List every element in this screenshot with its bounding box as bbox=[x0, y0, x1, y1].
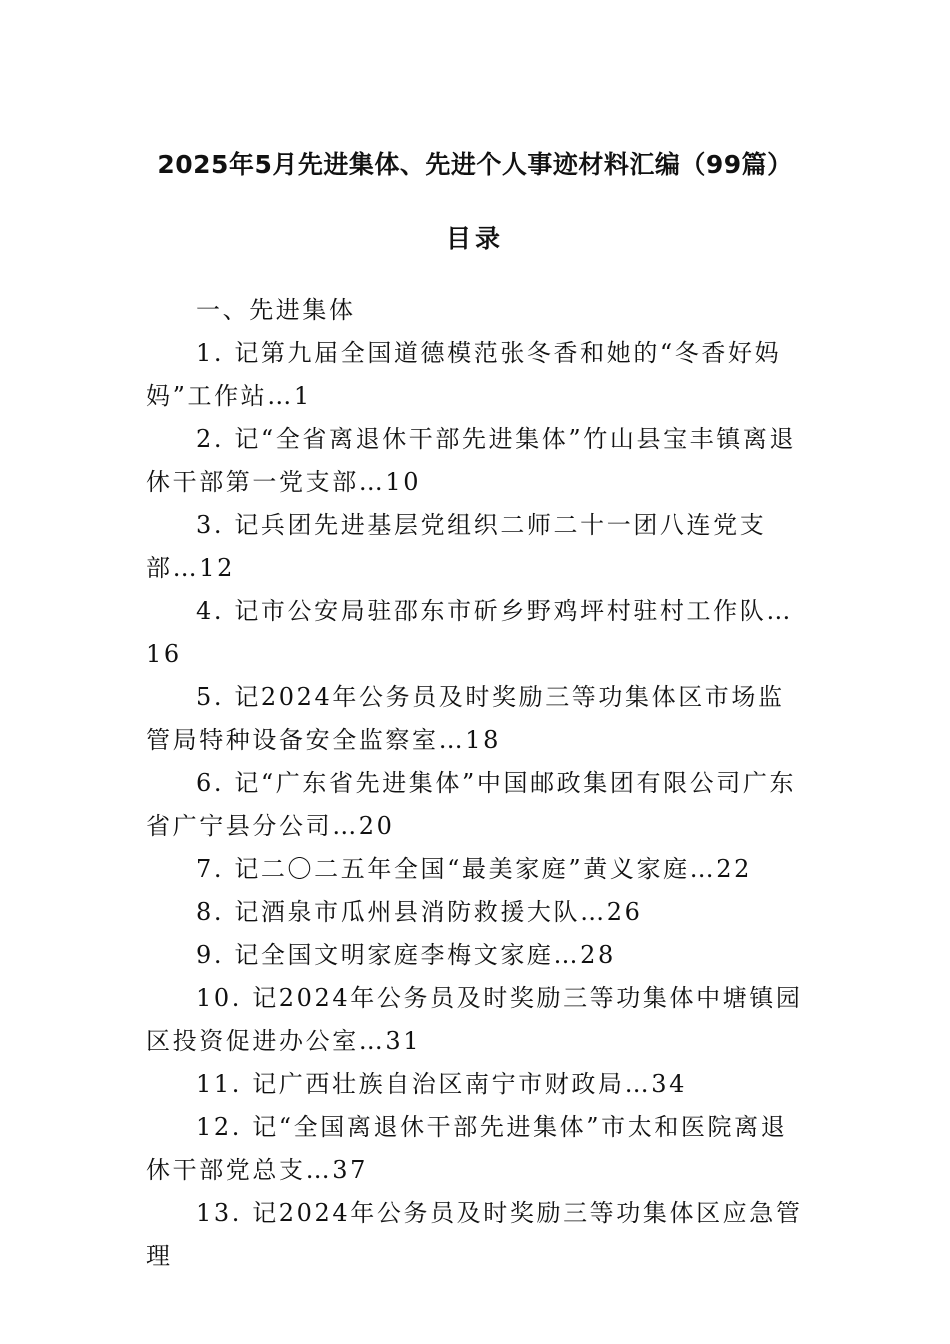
toc-section-heading: 一、先进集体 bbox=[196, 296, 356, 324]
toc-entry: 12. 记“全国离退休干部先进集体”市太和医院离退休干部党总支…37 bbox=[146, 1113, 788, 1184]
toc-entry: 10. 记2024年公务员及时奖励三等功集体中塘镇园区投资促进办公室…31 bbox=[146, 984, 803, 1055]
toc-entry: 6. 记“广东省先进集体”中国邮政集团有限公司广东省广宁县分公司…20 bbox=[146, 769, 797, 840]
toc-entry: 11. 记广西壮族自治区南宁市财政局…34 bbox=[196, 1070, 687, 1098]
table-of-contents bbox=[146, 289, 806, 1278]
toc-entry: 5. 记2024年公务员及时奖励三等功集体区市场监管局特种设备安全监察室…18 bbox=[146, 683, 785, 754]
toc-entry: 3. 记兵团先进基层党组织二师二十一团八连党支部…12 bbox=[146, 511, 767, 582]
toc-entry: 2. 记“全省离退休干部先进集体”竹山县宝丰镇离退休干部第一党支部…10 bbox=[146, 425, 797, 496]
document-title: 2025年5月先进集体、先进个人事迹材料汇编（99篇） bbox=[157, 150, 793, 179]
toc-entry: 8. 记酒泉市瓜州县消防救援大队…26 bbox=[196, 898, 643, 926]
toc-entry: 1. 记第九届全国道德模范张冬香和她的“冬香好妈妈”工作站…1 bbox=[146, 339, 782, 410]
toc-entry: 7. 记二〇二五年全国“最美家庭”黄义家庭…22 bbox=[196, 855, 753, 883]
toc-entry: 4. 记市公安局驻邵东市斫乡野鸡坪村驻村工作队…16 bbox=[146, 597, 793, 668]
toc-heading: 目录 bbox=[445, 224, 504, 253]
toc-entry: 9. 记全国文明家庭李梅文家庭…28 bbox=[196, 941, 616, 969]
toc-entry: 13. 记2024年公务员及时奖励三等功集体区应急管理 bbox=[146, 1199, 803, 1270]
